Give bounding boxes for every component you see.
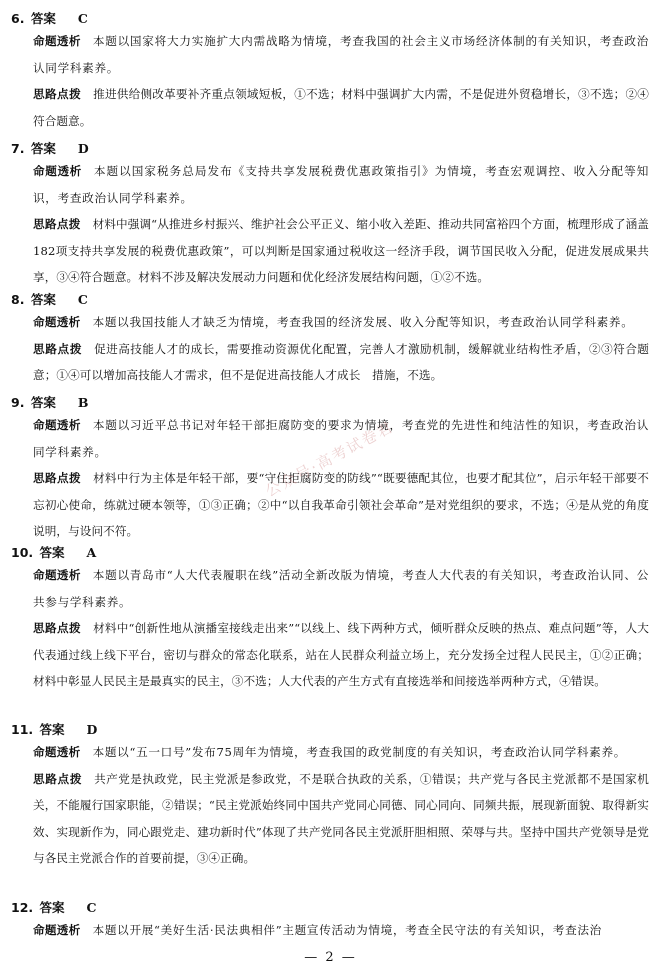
question-10 (11, 544, 649, 695)
watermark: 公众号·高考试卷君 (262, 417, 397, 501)
hint-label: 思路点拨 (33, 621, 82, 635)
question-12 (11, 899, 649, 943)
question-number: 11. (11, 722, 34, 737)
answer-label: 答案 (39, 722, 65, 737)
answer-letter: C (86, 900, 97, 915)
answer-line (11, 899, 649, 917)
hint-label: 思路点拨 (33, 87, 82, 101)
hint-section (11, 766, 649, 872)
page-number: — 2 — (304, 950, 357, 965)
hint-text: 材料中“创新性地从演播室接线走出来”“以线上、线下两种方式，倾听群众反映的热点、难点问题”等，人大代表通过线上线下平台，密切与群众的常态化联系，站在人民群众利益立场上，充分发扬全过程人民民主，①②正确；材料中彰显人民民主是最真实的民主，③不选；人大代表的产生方式有直接选举和间接选举两种方式，④错误。 (33, 621, 649, 688)
analysis-label: 命题透析 (33, 34, 81, 48)
question-8 (11, 291, 649, 389)
analysis-section (11, 309, 649, 336)
answer-letter: C (77, 11, 88, 26)
answer-line (11, 10, 649, 28)
analysis-label: 命题透析 (33, 568, 81, 582)
answer-letter: D (86, 722, 98, 737)
answer-line (11, 544, 649, 562)
analysis-section (11, 158, 649, 211)
answer-line (11, 721, 649, 739)
answer-line (11, 140, 649, 158)
analysis-text: 本题以青岛市“人大代表履职在线”活动全新改版为情境，考查人大代表的有关知识，考查政治认同、公共参与学科素养。 (33, 568, 649, 609)
hint-section (11, 211, 649, 291)
analysis-section (11, 28, 649, 81)
hint-text: 材料中强调“从推进乡村振兴、维护社会公平正义、缩小收入差距、推动共同富裕四个方面，梳理形成了涵盖182项支持共享发展的税费优惠政策”，可以判断是国家通过税收这一经济手段，调节国民收入分配，促进发展成果共享，③④符合题意。材料不涉及解决发展动力问题和优化经济发展结构问题，①②不选。 (33, 217, 649, 284)
analysis-text: 本题以开展“美好生活·民法典相伴”主题宣传活动为情境，考查全民守法的有关知识，考查法治 (92, 923, 602, 937)
answer-letter: C (77, 292, 88, 307)
hint-text: 促进高技能人才的成长，需要推动资源优化配置，完善人才激励机制，缓解就业结构性矛盾，②③符合题意；①④可以增加高技能人才需求，但不是促进高技能人才成长 措施，不选。 (33, 341, 649, 382)
question-number: 9. (11, 395, 25, 410)
question-number: 8. (11, 292, 25, 307)
analysis-text: 本题以习近平总书记对年轻干部拒腐防变的要求为情境，考查党的先进性和纯洁性的知识，考查政治认同学科素养。 (33, 418, 649, 459)
answer-label: 答案 (30, 292, 56, 307)
answer-letter: D (77, 141, 89, 156)
hint-label: 思路点拨 (33, 217, 81, 231)
question-11 (11, 721, 649, 872)
answer-line (11, 291, 649, 309)
hint-section (11, 336, 649, 389)
analysis-section (11, 917, 649, 943)
analysis-label: 命题透析 (33, 923, 81, 937)
answer-label: 答案 (30, 395, 56, 410)
analysis-section (11, 412, 649, 465)
hint-label: 思路点拨 (33, 771, 83, 786)
analysis-text: 本题以“五一口号”发布75周年为情境，考查我国的政党制度的有关知识，考查政治认同学科素养。 (92, 745, 627, 759)
analysis-label: 命题透析 (33, 164, 82, 178)
question-number: 7. (11, 141, 25, 156)
answer-label: 答案 (30, 11, 56, 26)
hint-label: 思路点拨 (33, 471, 82, 485)
hint-text: 材料中行为主体是年轻干部，要“守住拒腐防变的防线”“既要德配其位，也要才配其位”，启示年轻干部要不忘初心使命，练就过硬本领等，①③正确；②中“以自我革命引领社会革命”是对党组织的要求，不选；④是从党的角度说明，与设问不符。 (33, 471, 649, 538)
analysis-label: 命题透析 (33, 315, 81, 329)
analysis-text: 本题以国家将大力实施扩大内需战略为情境，考查我国的社会主义市场经济体制的有关知识，考查政治认同学科素养。 (33, 34, 649, 75)
answer-label: 答案 (39, 545, 65, 560)
analysis-text: 本题以我国技能人才缺乏为情境，考查我国的经济发展、收入分配等知识，考查政治认同学科素养。 (92, 315, 634, 329)
question-7 (11, 140, 649, 291)
hint-section (11, 465, 649, 545)
answer-letter: B (77, 395, 89, 410)
answer-label: 答案 (39, 900, 65, 915)
answer-letter: A (86, 545, 97, 560)
question-9 (11, 394, 649, 545)
analysis-section (11, 739, 649, 766)
hint-label: 思路点拨 (33, 341, 83, 356)
analysis-section (11, 562, 649, 615)
answer-label: 答案 (30, 141, 56, 156)
question-6 (11, 10, 649, 134)
hint-text: 共产党是执政党，民主党派是参政党，不是联合执政的关系，①错误；共产党与各民主党派都不是国家机关，不能履行国家职能，②错误；“民主党派始终同中国共产党同心同德、同心同向、同频共振，展现新面貌、取得新实效、实现新作为，同心跟党走、建功新时代”体现了共产党同各民主党派肝胆相照、荣辱与共。坚持中国共产党领导是党与各民主党派合作的首要前提，③④正确。 (33, 771, 649, 865)
answer-line (11, 394, 649, 412)
hint-section (11, 615, 649, 695)
analysis-label: 命题透析 (33, 745, 81, 759)
question-number: 10. (11, 545, 34, 560)
question-number: 6. (11, 11, 25, 26)
hint-text: 推进供给侧改革要补齐重点领域短板，①不选；材料中强调扩大内需，不是促进外贸稳增长，③不选；②④符合题意。 (33, 87, 650, 128)
hint-section (11, 81, 649, 134)
analysis-text: 本题以国家税务总局发布《支持共享发展税费优惠政策指引》为情境，考查宏观调控、收入分配等知识，考查政治认同学科素养。 (33, 164, 650, 205)
question-number: 12. (11, 900, 34, 915)
analysis-label: 命题透析 (33, 418, 81, 432)
